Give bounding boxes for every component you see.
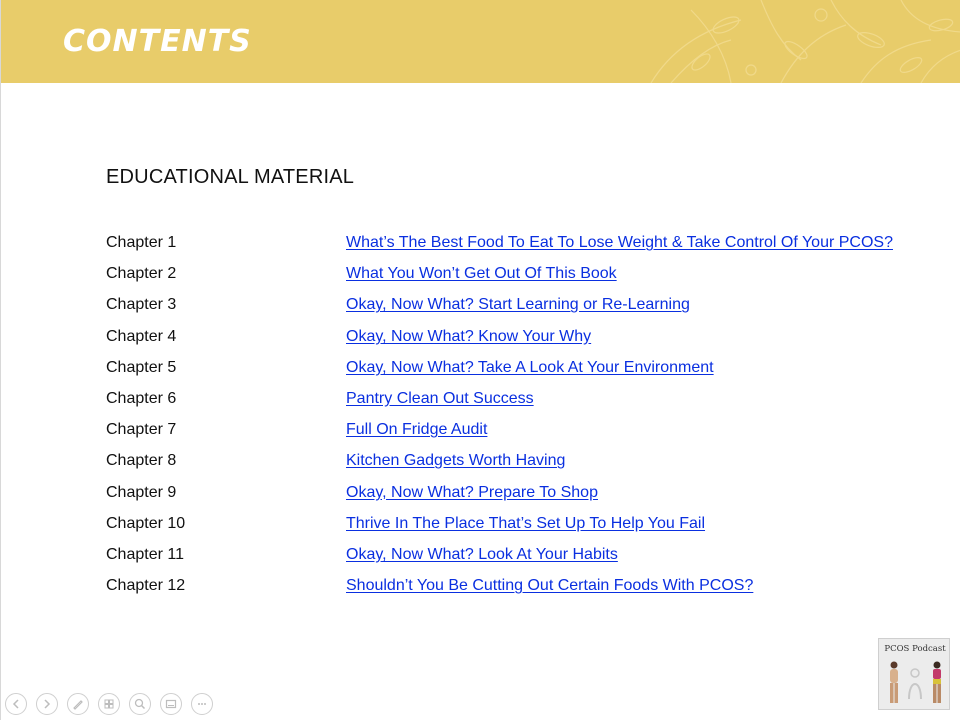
zoom-icon — [133, 697, 147, 711]
chapter-link[interactable]: Pantry Clean Out Success — [346, 389, 534, 407]
zoom-button[interactable] — [129, 693, 151, 715]
chapter-link[interactable]: Shouldn’t You Be Cutting Out Certain Foods With PCOS? — [346, 577, 754, 595]
chapter-number: Chapter 12 — [106, 577, 186, 595]
pen-button[interactable] — [67, 693, 89, 715]
more-options-button[interactable] — [191, 693, 213, 715]
toc-row — [106, 232, 906, 263]
chapter-number: Chapter 8 — [106, 452, 177, 470]
chapter-link[interactable]: Okay, Now What? Know Your Why — [346, 327, 592, 345]
slideshow-controls — [5, 693, 213, 715]
previous-slide-button[interactable] — [5, 693, 27, 715]
chapter-number: Chapter 11 — [106, 545, 184, 563]
table-of-contents — [106, 232, 906, 606]
chapter-number: Chapter 6 — [106, 389, 177, 407]
chapter-link[interactable]: Full On Fridge Audit — [346, 421, 488, 439]
chapter-link[interactable]: What You Won’t Get Out Of This Book — [346, 265, 617, 283]
slide-sorter-button[interactable] — [98, 693, 120, 715]
toc-row — [106, 575, 906, 606]
thumbnail-label: PCOS Podcast — [884, 644, 946, 654]
slide-sorter-icon — [102, 697, 116, 711]
toc-row — [106, 388, 906, 419]
toc-row — [106, 357, 906, 388]
chapter-link[interactable]: Thrive In The Place That’s Set Up To Help You Fail — [346, 514, 706, 532]
toc-row — [106, 482, 906, 513]
chapter-link[interactable]: Kitchen Gadgets Worth Having — [346, 452, 566, 470]
toc-row — [106, 326, 906, 357]
leaf-pattern-decoration — [631, 0, 960, 83]
subtitles-icon — [164, 697, 178, 711]
section-heading: EDUCATIONAL MATERIAL — [106, 166, 355, 188]
chapter-number: Chapter 9 — [106, 483, 177, 501]
toc-row — [106, 419, 906, 450]
pen-icon — [71, 697, 85, 711]
chapter-number: Chapter 3 — [106, 296, 177, 314]
podcast-thumbnail[interactable] — [878, 638, 950, 710]
toc-row — [106, 294, 906, 325]
chapter-number: Chapter 7 — [106, 421, 177, 439]
toc-row — [106, 263, 906, 294]
more-options-icon — [195, 697, 209, 711]
chapter-number: Chapter 10 — [106, 514, 186, 532]
chapter-link[interactable]: Okay, Now What? Look At Your Habits — [346, 545, 618, 563]
next-slide-button[interactable] — [36, 693, 58, 715]
chapter-number: Chapter 2 — [106, 265, 177, 283]
chapter-link[interactable]: Okay, Now What? Prepare To Shop — [346, 483, 598, 501]
toc-row — [106, 544, 906, 575]
figures-illustration — [879, 639, 950, 710]
header-banner — [1, 0, 960, 83]
toc-row — [106, 450, 906, 481]
chapter-link[interactable]: Okay, Now What? Take A Look At Your Environment — [346, 358, 714, 376]
chapter-number: Chapter 4 — [106, 327, 177, 345]
subtitles-button[interactable] — [160, 693, 182, 715]
page-title: CONTENTS — [63, 24, 252, 59]
chapter-number: Chapter 5 — [106, 358, 177, 376]
previous-slide-icon — [9, 697, 23, 711]
chapter-link[interactable]: What’s The Best Food To Eat To Lose Weight & Take Control Of Your PCOS? — [346, 234, 893, 251]
chapter-link[interactable]: Okay, Now What? Start Learning or Re-Learning — [346, 296, 690, 314]
next-slide-icon — [40, 697, 54, 711]
toc-row — [106, 513, 906, 544]
chapter-number: Chapter 1 — [106, 234, 177, 251]
